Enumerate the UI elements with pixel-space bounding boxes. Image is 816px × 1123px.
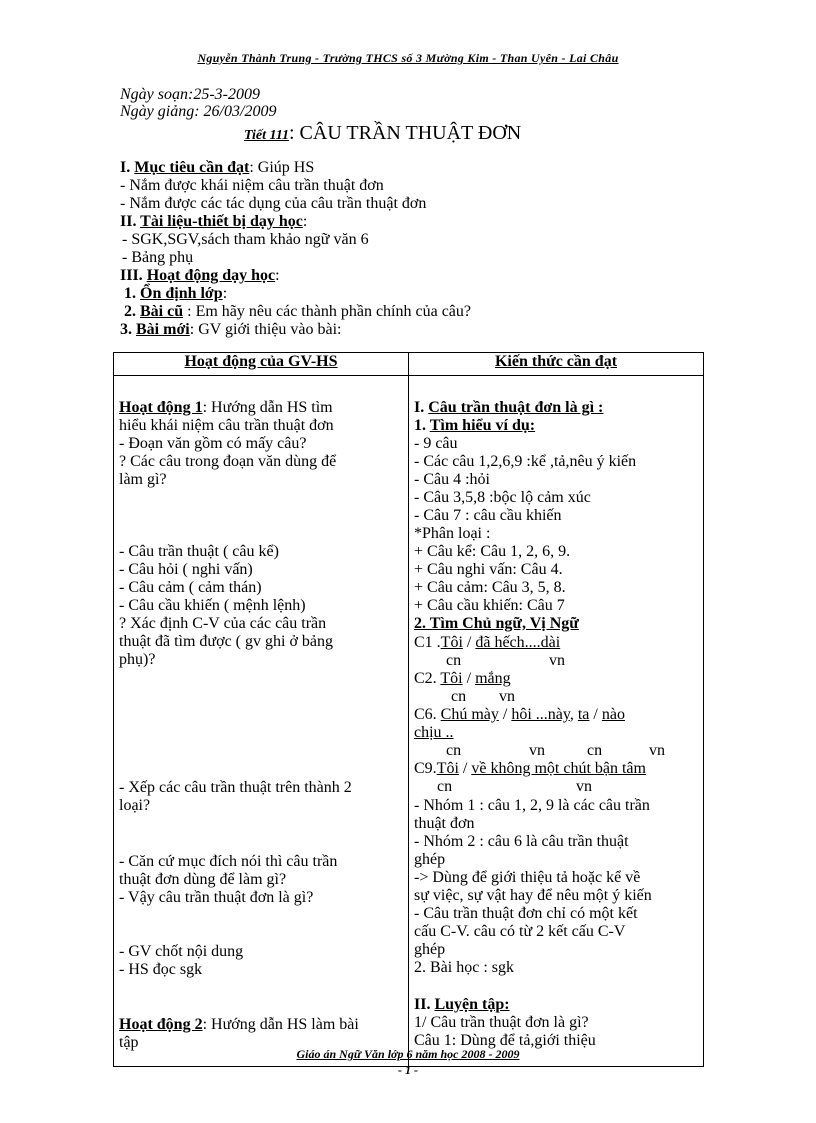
- c9-label-cn: cn: [437, 778, 453, 795]
- hd2-line: Hoạt động 2: Hướng dẫn HS làm bài: [119, 1016, 359, 1033]
- left-line: - Câu cảm ( cảm thán): [119, 579, 262, 596]
- right-heading-4: II. Luyện tập:: [414, 996, 510, 1013]
- c2-label-vn: vn: [499, 688, 515, 705]
- right-heading-3: 2. Tìm Chủ ngữ, Vị Ngữ: [414, 615, 579, 632]
- right-line: thuật đơn: [414, 815, 475, 832]
- left-line: - Câu trần thuật ( câu kể): [119, 543, 279, 560]
- right-column-header: Kiến thức cần đạt: [409, 353, 704, 376]
- c1-label-cn: cn: [446, 652, 462, 669]
- tai-lieu-heading: II. Tài liệu-thiết bị dạy học:: [120, 213, 308, 230]
- right-line: 2. Bài học : sgk: [414, 959, 514, 976]
- ngay-giang: Ngày giảng: 26/03/2009: [120, 103, 277, 120]
- tiet-label: Tiết 111: [244, 128, 289, 143]
- left-line: - Câu cầu khiến ( mệnh lệnh): [119, 597, 306, 614]
- ngay-soan: Ngày soạn:25-3-2009: [120, 86, 260, 103]
- c6-sentence: C6. Chú mày / hôi ...này, ta / nào: [414, 706, 625, 723]
- left-line: - Căn cứ mục đích nói thì câu trần: [119, 853, 338, 870]
- tai-lieu-item: - SGK,SGV,sách tham khảo ngữ văn 6: [122, 231, 369, 248]
- left-line: - Vậy câu trần thuật đơn là gì?: [119, 889, 314, 906]
- right-line: + Câu kể: Câu 1, 2, 6, 9.: [414, 543, 571, 560]
- right-line: sự việc, sự vật hay để nêu một ý kiến: [414, 887, 652, 904]
- right-line: Câu 1: Dùng để tả,giới thiệu: [414, 1032, 596, 1049]
- right-line: - Các câu 1,2,6,9 :kể ,tả,nêu ý kiến: [414, 453, 637, 470]
- muc-tieu-item: - Nắm được các tác dụng của câu trần thuật đơn: [120, 195, 427, 212]
- page-number: - 1 -: [398, 1063, 418, 1077]
- c1-label-vn: vn: [549, 652, 565, 669]
- left-line: thuật đã tìm được ( gv ghi ở bảng: [119, 633, 333, 650]
- c9-sentence: C9.Tôi / về không một chút bận tâm: [414, 760, 646, 777]
- right-line: cấu C-V. câu có từ 2 kết cấu C-V: [414, 923, 626, 940]
- right-line: ghép: [414, 941, 446, 958]
- lesson-table: [113, 352, 704, 1067]
- hoat-dong-heading: III. Hoạt động dạy học:: [120, 267, 280, 284]
- page-header: Nguyễn Thành Trung - Trường THCS số 3 Mường Kim - Than Uyên - Lai Châu: [197, 51, 619, 65]
- step-3: 3. Bài mới: GV giới thiệu vào bài:: [120, 321, 342, 338]
- hd1-line: Hoạt động 1: Hướng dẫn HS tìm: [119, 399, 333, 416]
- right-line: - Nhóm 1 : câu 1, 2, 9 là các câu trần: [414, 797, 650, 814]
- left-line: phụ)?: [119, 651, 156, 668]
- left-line: - HS đọc sgk: [119, 961, 203, 978]
- left-line: - GV chốt nội dung: [119, 943, 244, 960]
- right-line: - Câu trần thuật đơn chỉ có một kết: [414, 905, 638, 922]
- c9-label-vn: vn: [576, 778, 592, 795]
- left-line: - Câu hỏi ( nghi vấn): [119, 561, 253, 578]
- muc-tieu-heading: I. Mục tiêu cần đạt: Giúp HS: [120, 159, 315, 176]
- c6-label-vn: vn: [649, 742, 665, 759]
- right-line: - Câu 4 :hỏi: [414, 471, 490, 488]
- right-line: + Câu cảm: Câu 3, 5, 8.: [414, 579, 566, 596]
- tai-lieu-item: - Bảng phụ: [122, 249, 194, 266]
- left-line: ? Xác định C-V của các câu trần: [119, 615, 327, 632]
- c2-label-cn: cn: [451, 688, 467, 705]
- right-heading-1: I. Câu trần thuật đơn là gì :: [414, 399, 604, 416]
- lesson-title: : CÂU TRẦN THUẬT ĐƠN: [288, 122, 522, 144]
- page-footer: Giáo án Ngữ Văn lớp 6 năm học 2008 - 2009: [296, 1047, 520, 1061]
- c6-label-vn: vn: [529, 742, 545, 759]
- right-line: - 9 câu: [414, 435, 458, 452]
- right-column: [409, 376, 704, 1067]
- c6-label-cn: cn: [446, 742, 462, 759]
- right-line: - Câu 3,5,8 :bộc lộ cảm xúc: [414, 489, 591, 506]
- left-line: - Đoạn văn gồm có mấy câu?: [119, 435, 307, 452]
- right-heading-2: 1. Tìm hiểu ví dụ:: [414, 417, 536, 434]
- c6-continuation: chịu ..: [414, 724, 454, 741]
- right-line: *Phân loại :: [414, 525, 491, 542]
- right-line: - Nhóm 2 : câu 6 là câu trần thuật: [414, 833, 629, 850]
- left-line: tập: [119, 1034, 139, 1051]
- c2-sentence: C2. Tôi / mắng: [414, 670, 511, 687]
- step-1: 1. Ổn định lớp:: [124, 285, 228, 302]
- right-line: - Câu 7 : câu cầu khiến: [414, 507, 562, 524]
- left-line: ? Các câu trong đoạn văn dùng để: [119, 453, 337, 470]
- right-line: + Câu nghi vấn: Câu 4.: [414, 561, 563, 578]
- left-line: thuật đơn dùng để làm gì?: [119, 871, 287, 888]
- left-column: [114, 376, 409, 1067]
- right-line: -> Dùng để giới thiệu tả hoặc kể về: [414, 869, 641, 886]
- muc-tieu-item: - Nắm được khái niệm câu trần thuật đơn: [120, 177, 384, 194]
- left-column-header: Hoạt động của GV-HS: [114, 353, 409, 376]
- right-line: 1/ Câu trần thuật đơn là gì?: [414, 1014, 589, 1031]
- right-line: + Câu cầu khiến: Câu 7: [414, 597, 565, 614]
- c6-label-cn: cn: [587, 742, 603, 759]
- lesson-title-line: [244, 122, 521, 145]
- left-line: loại?: [119, 797, 151, 814]
- c1-sentence: C1 .Tôi / đã hếch....dài: [414, 634, 561, 651]
- left-line: - Xếp các câu trần thuật trên thành 2: [119, 779, 352, 796]
- left-line: làm gì?: [119, 471, 167, 488]
- right-line: ghép: [414, 851, 446, 868]
- left-line: hiểu khái niệm câu trần thuật đơn: [119, 417, 334, 434]
- step-2: 2. Bài cũ : Em hãy nêu các thành phần chính của câu?: [124, 303, 471, 320]
